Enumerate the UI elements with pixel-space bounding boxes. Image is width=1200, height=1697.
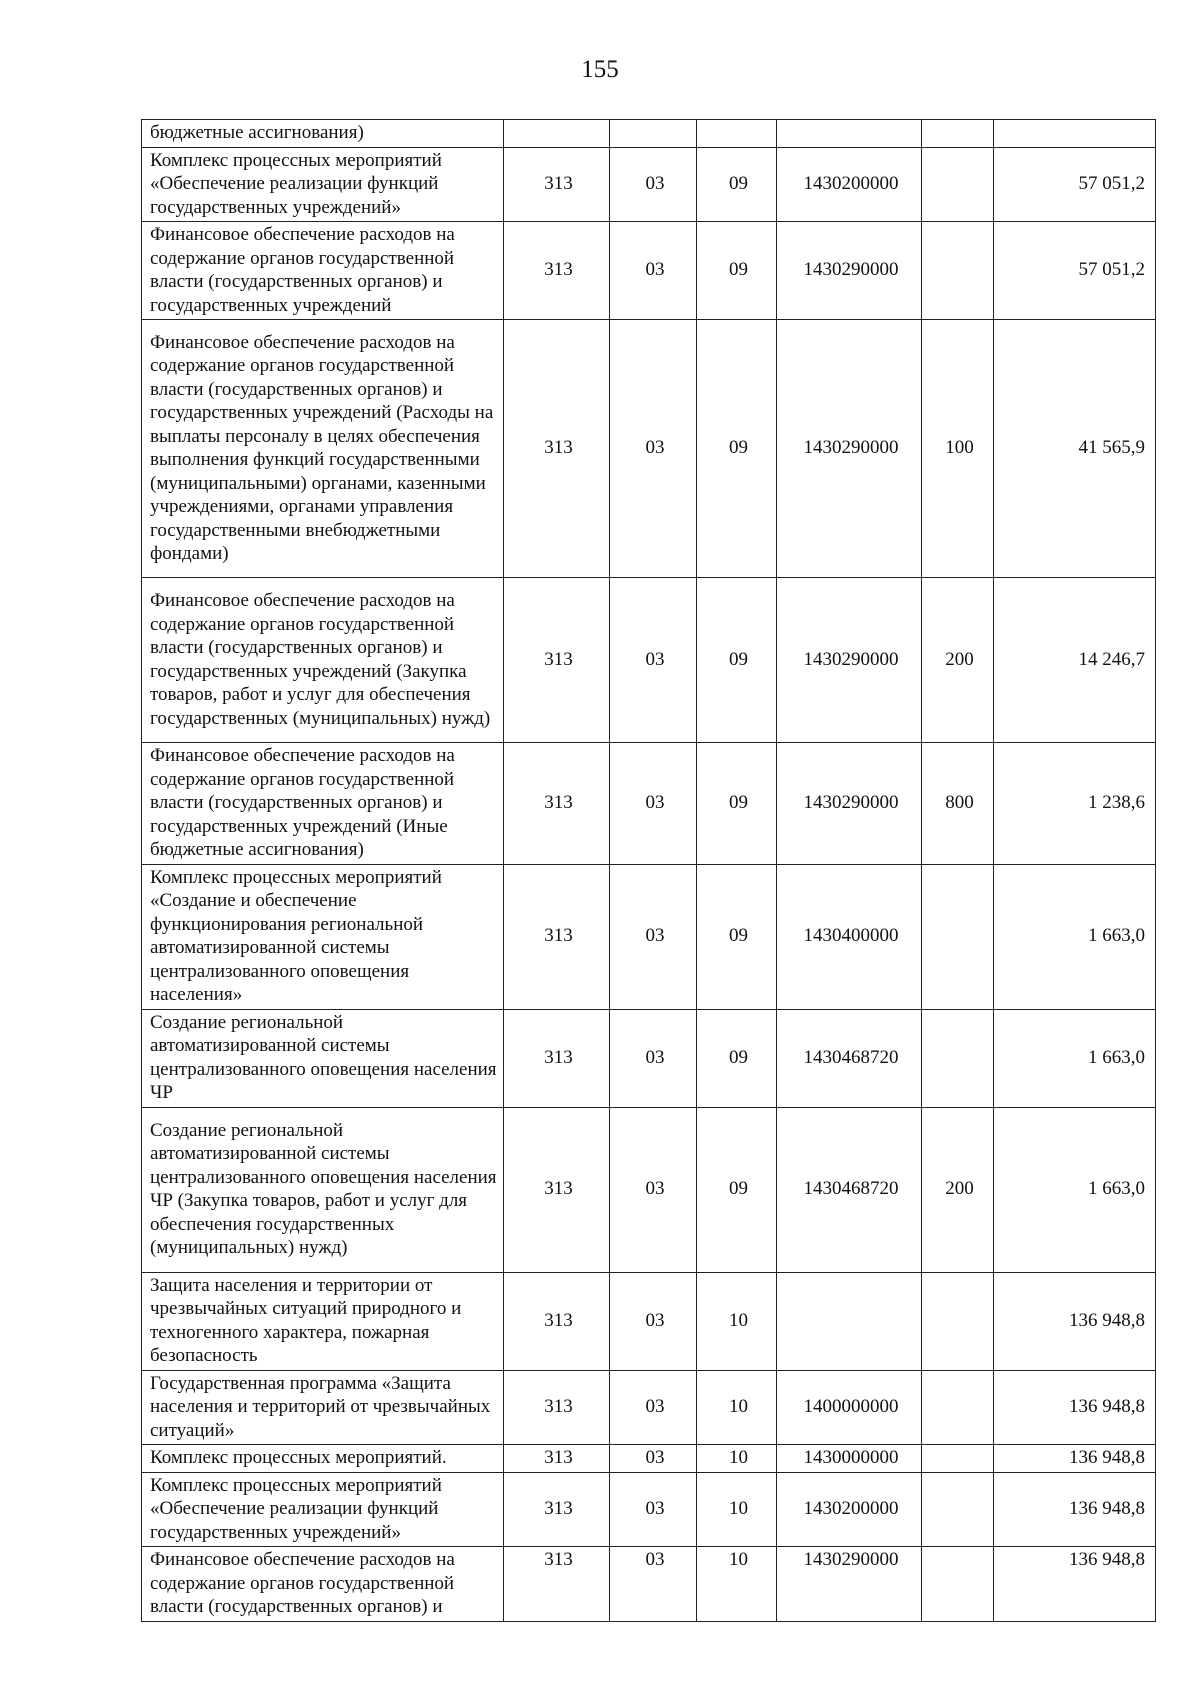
row-name: Комплекс процессных мероприятий «Создание и обеспечение функционирования региональной автоматизированной системы централизованного оповещения населения» (142, 864, 504, 1009)
table-row (142, 320, 1156, 578)
row-subsection: 10 (697, 1445, 777, 1473)
row-code: 313 (504, 578, 610, 743)
row-subsection: 09 (697, 1107, 777, 1272)
row-target (777, 1272, 922, 1370)
row-code: 313 (504, 147, 610, 222)
row-expense-type (922, 1472, 994, 1547)
row-target: 1430290000 (777, 1547, 922, 1622)
table-row (142, 743, 1156, 865)
row-subsection: 09 (697, 147, 777, 222)
row-amount: 136 948,8 (994, 1472, 1156, 1547)
row-section: 03 (610, 222, 697, 320)
row-section: 03 (610, 147, 697, 222)
table-row (142, 578, 1156, 743)
row-amount: 1 663,0 (994, 864, 1156, 1009)
row-expense-type: 200 (922, 578, 994, 743)
row-subsection: 09 (697, 864, 777, 1009)
row-amount (994, 120, 1156, 148)
row-name: бюджетные ассигнования) (142, 120, 504, 148)
row-name: Финансовое обеспечение расходов на содержание органов государственной власти (государственных органов) и государственных учреждений (Иные бюджетные ассигнования) (142, 743, 504, 865)
table-row (142, 1370, 1156, 1445)
row-target: 1430290000 (777, 578, 922, 743)
row-target: 1430468720 (777, 1009, 922, 1107)
table-row (142, 147, 1156, 222)
row-subsection: 09 (697, 743, 777, 865)
row-expense-type (922, 1445, 994, 1473)
row-name: Государственная программа «Защита населения и территорий от чрезвычайных ситуаций» (142, 1370, 504, 1445)
row-expense-type: 100 (922, 320, 994, 578)
row-code: 313 (504, 864, 610, 1009)
table-row (142, 1547, 1156, 1622)
row-section: 03 (610, 320, 697, 578)
row-target: 1430200000 (777, 1472, 922, 1547)
row-amount: 136 948,8 (994, 1547, 1156, 1622)
row-code: 313 (504, 1445, 610, 1473)
row-subsection: 10 (697, 1272, 777, 1370)
row-expense-type (922, 1370, 994, 1445)
row-expense-type (922, 1272, 994, 1370)
row-name: Финансовое обеспечение расходов на содержание органов государственной власти (государственных органов) и государственных учреждений (142, 222, 504, 320)
row-section: 03 (610, 578, 697, 743)
row-subsection: 10 (697, 1370, 777, 1445)
row-code: 313 (504, 1009, 610, 1107)
row-code: 313 (504, 743, 610, 865)
row-section: 03 (610, 1445, 697, 1473)
budget-table (141, 119, 1156, 1622)
row-name: Финансовое обеспечение расходов на содержание органов государственной власти (государственных органов) и государственных учреждений (Закупка товаров, работ и услуг для обеспечения государственных (муниципальных) нужд) (142, 578, 504, 743)
row-target: 1430200000 (777, 147, 922, 222)
row-section: 03 (610, 1009, 697, 1107)
row-section: 03 (610, 864, 697, 1009)
row-amount: 1 238,6 (994, 743, 1156, 865)
row-code: 313 (504, 1107, 610, 1272)
row-section: 03 (610, 743, 697, 865)
row-target (777, 120, 922, 148)
row-name: Создание региональной автоматизированной системы централизованного оповещения населения ЧР (142, 1009, 504, 1107)
row-target: 1430000000 (777, 1445, 922, 1473)
row-name: Защита населения и территории от чрезвычайных ситуаций природного и техногенного характера, пожарная безопасность (142, 1272, 504, 1370)
row-code (504, 120, 610, 148)
row-subsection: 09 (697, 578, 777, 743)
row-code: 313 (504, 320, 610, 578)
row-subsection: 09 (697, 222, 777, 320)
row-expense-type (922, 864, 994, 1009)
row-name: Финансовое обеспечение расходов на содержание органов государственной власти (государственных органов) и (142, 1547, 504, 1622)
row-amount: 1 663,0 (994, 1009, 1156, 1107)
row-expense-type (922, 1009, 994, 1107)
row-target: 1430468720 (777, 1107, 922, 1272)
row-amount: 57 051,2 (994, 147, 1156, 222)
table-row (142, 120, 1156, 148)
row-subsection: 09 (697, 320, 777, 578)
row-expense-type (922, 1547, 994, 1622)
row-name: Финансовое обеспечение расходов на содержание органов государственной власти (государственных органов) и государственных учреждений (Расходы на выплаты персоналу в целях обеспечения выполнения функций государственными (муниципальными) органами, казенными учреждениями, органами управления государственными внебюджетными фондами) (142, 320, 504, 578)
row-code: 313 (504, 1472, 610, 1547)
row-name: Комплекс процессных мероприятий. (142, 1445, 504, 1473)
row-target: 1430290000 (777, 222, 922, 320)
table-row (142, 222, 1156, 320)
row-target: 1400000000 (777, 1370, 922, 1445)
table-row (142, 864, 1156, 1009)
row-amount: 136 948,8 (994, 1370, 1156, 1445)
row-subsection: 09 (697, 1009, 777, 1107)
row-section: 03 (610, 1370, 697, 1445)
row-code: 313 (504, 1370, 610, 1445)
row-subsection (697, 120, 777, 148)
row-expense-type: 800 (922, 743, 994, 865)
row-expense-type (922, 222, 994, 320)
row-name: Создание региональной автоматизированной системы централизованного оповещения населения ЧР (Закупка товаров, работ и услуг для обеспечения государственных (муниципальных) нужд) (142, 1107, 504, 1272)
table-row (142, 1472, 1156, 1547)
row-section: 03 (610, 1272, 697, 1370)
row-section: 03 (610, 1547, 697, 1622)
row-amount: 14 246,7 (994, 578, 1156, 743)
row-target: 1430400000 (777, 864, 922, 1009)
row-expense-type (922, 147, 994, 222)
table-row (142, 1107, 1156, 1272)
table-row (142, 1009, 1156, 1107)
row-subsection: 10 (697, 1547, 777, 1622)
row-amount: 41 565,9 (994, 320, 1156, 578)
row-target: 1430290000 (777, 320, 922, 578)
row-code: 313 (504, 1547, 610, 1622)
row-amount: 136 948,8 (994, 1272, 1156, 1370)
row-section: 03 (610, 1472, 697, 1547)
row-expense-type (922, 120, 994, 148)
row-amount: 136 948,8 (994, 1445, 1156, 1473)
table-row (142, 1272, 1156, 1370)
row-subsection: 10 (697, 1472, 777, 1547)
row-section (610, 120, 697, 148)
row-code: 313 (504, 222, 610, 320)
row-amount: 1 663,0 (994, 1107, 1156, 1272)
row-amount: 57 051,2 (994, 222, 1156, 320)
table-row (142, 1445, 1156, 1473)
row-target: 1430290000 (777, 743, 922, 865)
row-name: Комплекс процессных мероприятий «Обеспечение реализации функций государственных учреждений» (142, 1472, 504, 1547)
row-code: 313 (504, 1272, 610, 1370)
row-section: 03 (610, 1107, 697, 1272)
row-expense-type: 200 (922, 1107, 994, 1272)
page-number: 155 (581, 56, 619, 83)
row-name: Комплекс процессных мероприятий «Обеспечение реализации функций государственных учреждений» (142, 147, 504, 222)
